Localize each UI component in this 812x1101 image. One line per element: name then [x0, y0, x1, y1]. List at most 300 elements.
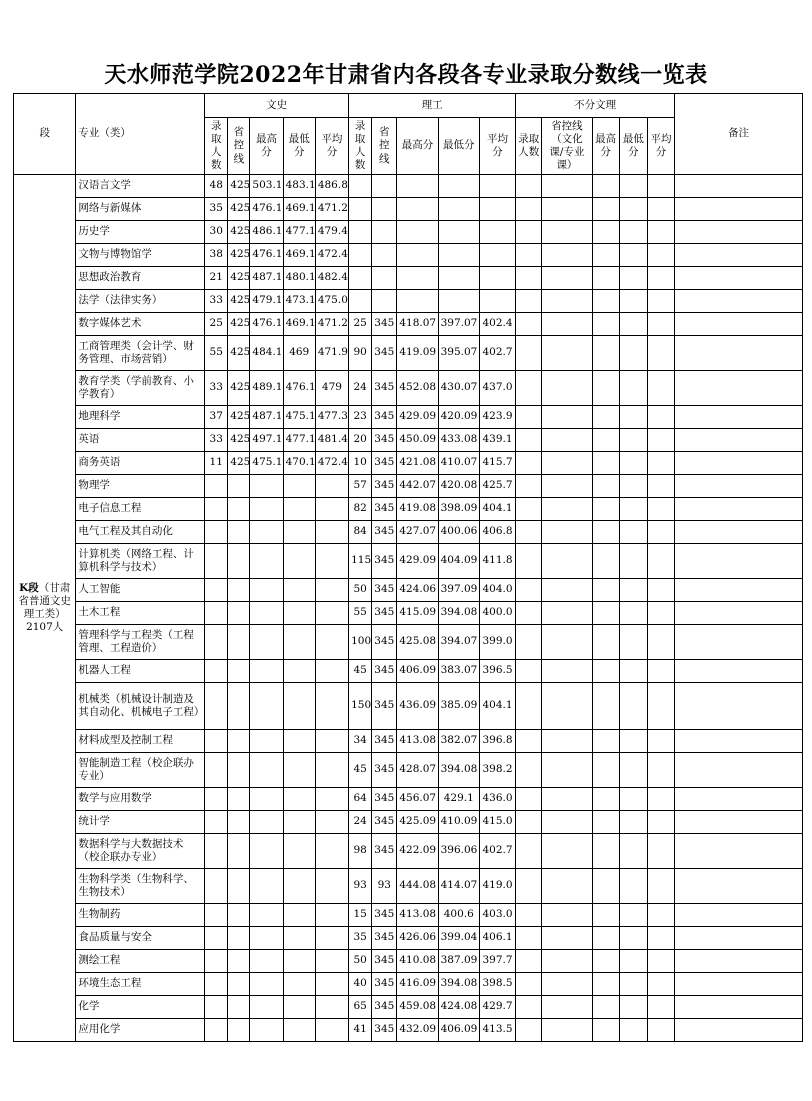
ligong-cell: 55	[349, 602, 372, 625]
ligong-cell: 41	[349, 1019, 372, 1042]
bufen-cell	[619, 175, 647, 198]
bufen-cell	[592, 660, 619, 683]
table-row	[14, 834, 803, 869]
bufen-cell	[647, 290, 674, 313]
col-header: 省控线	[372, 118, 397, 175]
ligong-cell: 345	[372, 544, 397, 579]
bufen-cell	[619, 544, 647, 579]
wenshi-cell	[228, 869, 250, 904]
ligong-cell: 20	[349, 429, 372, 452]
wenshi-cell	[228, 927, 250, 950]
bufen-cell	[542, 927, 592, 950]
bufen-cell	[592, 904, 619, 927]
major-cell: 汉语言文学	[76, 175, 205, 198]
wenshi-cell	[250, 660, 283, 683]
ligong-cell: 23	[349, 406, 372, 429]
wenshi-cell	[205, 869, 228, 904]
ligong-cell	[479, 198, 515, 221]
bufen-cell	[516, 313, 542, 336]
remarks-cell	[675, 429, 803, 452]
major-cell: 计算机类（网络工程、计算机科学与技术）	[76, 544, 205, 579]
wenshi-cell: 21	[205, 267, 228, 290]
bufen-cell	[647, 1019, 674, 1042]
ligong-cell: 436.09	[397, 683, 438, 730]
wenshi-cell	[250, 625, 283, 660]
major-cell: 材料成型及控制工程	[76, 730, 205, 753]
ligong-cell	[438, 221, 479, 244]
ligong-cell: 98	[349, 834, 372, 869]
ligong-cell: 387.09	[438, 950, 479, 973]
ligong-cell: 415.0	[479, 811, 515, 834]
wenshi-cell: 486.1	[250, 221, 283, 244]
bufen-cell	[542, 730, 592, 753]
bufen-cell	[592, 996, 619, 1019]
wenshi-cell: 469.1	[283, 313, 315, 336]
ligong-cell: 424.06	[397, 579, 438, 602]
table-row	[14, 429, 803, 452]
wenshi-cell: 475.0	[315, 290, 348, 313]
ligong-cell: 406.1	[479, 927, 515, 950]
major-cell: 化学	[76, 996, 205, 1019]
ligong-cell: 418.07	[397, 313, 438, 336]
wenshi-cell	[228, 753, 250, 788]
bufen-cell	[516, 834, 542, 869]
wenshi-cell	[205, 811, 228, 834]
bufen-cell	[647, 371, 674, 406]
ligong-cell: 345	[372, 683, 397, 730]
bufen-cell	[516, 244, 542, 267]
bufen-cell	[619, 475, 647, 498]
bufen-cell	[516, 730, 542, 753]
ligong-cell: 345	[372, 973, 397, 996]
bufen-cell	[542, 267, 592, 290]
bufen-cell	[592, 198, 619, 221]
col-header: 录取人数	[205, 118, 228, 175]
bufen-cell	[516, 544, 542, 579]
ligong-cell	[372, 290, 397, 313]
ligong-cell: 429.09	[397, 406, 438, 429]
wenshi-cell	[250, 475, 283, 498]
ligong-cell: 57	[349, 475, 372, 498]
bufen-cell	[516, 475, 542, 498]
wenshi-cell	[283, 1019, 315, 1042]
bufen-cell	[542, 973, 592, 996]
bufen-cell	[592, 625, 619, 660]
table-row	[14, 625, 803, 660]
ligong-cell: 345	[372, 834, 397, 869]
bufen-cell	[516, 973, 542, 996]
bufen-cell	[592, 753, 619, 788]
ligong-cell: 383.07	[438, 660, 479, 683]
ligong-cell: 403.0	[479, 904, 515, 927]
ligong-cell: 345	[372, 521, 397, 544]
bufen-cell	[592, 498, 619, 521]
ligong-cell: 420.09	[438, 406, 479, 429]
ligong-cell: 419.09	[397, 336, 438, 371]
ligong-cell: 345	[372, 904, 397, 927]
bufen-cell	[542, 683, 592, 730]
wenshi-cell	[205, 544, 228, 579]
ligong-cell: 25	[349, 313, 372, 336]
bufen-cell	[516, 602, 542, 625]
wenshi-cell	[250, 950, 283, 973]
bufen-cell	[542, 498, 592, 521]
group-header-ligong: 理工	[349, 94, 516, 118]
wenshi-cell	[283, 834, 315, 869]
major-cell: 电气工程及其自动化	[76, 521, 205, 544]
bufen-cell	[619, 221, 647, 244]
wenshi-cell	[283, 973, 315, 996]
major-header: 专业（类）	[76, 94, 205, 175]
ligong-cell: 90	[349, 336, 372, 371]
ligong-cell: 345	[372, 406, 397, 429]
ligong-cell: 394.08	[438, 753, 479, 788]
bufen-cell	[542, 371, 592, 406]
bufen-cell	[542, 950, 592, 973]
remarks-cell	[675, 973, 803, 996]
major-cell: 应用化学	[76, 1019, 205, 1042]
bufen-cell	[516, 406, 542, 429]
bufen-cell	[542, 244, 592, 267]
wenshi-cell	[315, 973, 348, 996]
table-row	[14, 660, 803, 683]
wenshi-cell	[205, 834, 228, 869]
wenshi-cell: 476.1	[250, 244, 283, 267]
wenshi-cell	[205, 950, 228, 973]
major-cell: 工商管理类（会计学、财务管理、市场营销）	[76, 336, 205, 371]
ligong-cell: 345	[372, 602, 397, 625]
bufen-cell	[619, 267, 647, 290]
wenshi-cell	[315, 927, 348, 950]
remarks-cell	[675, 313, 803, 336]
major-cell: 教育学类（学前教育、小学教育）	[76, 371, 205, 406]
bufen-cell	[542, 175, 592, 198]
remarks-cell	[675, 579, 803, 602]
ligong-cell: 396.5	[479, 660, 515, 683]
remarks-cell	[675, 869, 803, 904]
wenshi-cell: 487.1	[250, 406, 283, 429]
ligong-cell: 450.09	[397, 429, 438, 452]
major-cell: 智能制造工程（校企联办专业）	[76, 753, 205, 788]
table-row	[14, 753, 803, 788]
major-cell: 思想政治教育	[76, 267, 205, 290]
ligong-cell	[438, 267, 479, 290]
bufen-cell	[592, 1019, 619, 1042]
table-row	[14, 498, 803, 521]
bufen-cell	[647, 753, 674, 788]
bufen-cell	[542, 290, 592, 313]
ligong-cell: 394.08	[438, 973, 479, 996]
ligong-cell	[438, 175, 479, 198]
ligong-cell	[479, 244, 515, 267]
ligong-cell: 385.09	[438, 683, 479, 730]
wenshi-cell	[283, 683, 315, 730]
wenshi-cell	[283, 498, 315, 521]
wenshi-cell	[315, 498, 348, 521]
ligong-cell: 459.08	[397, 996, 438, 1019]
bufen-cell	[592, 371, 619, 406]
bufen-cell	[619, 660, 647, 683]
ligong-cell: 404.09	[438, 544, 479, 579]
col-header: 最高分	[592, 118, 619, 175]
wenshi-cell	[283, 869, 315, 904]
major-cell: 法学（法律实务）	[76, 290, 205, 313]
ligong-cell: 413.5	[479, 1019, 515, 1042]
wenshi-cell	[250, 904, 283, 927]
bufen-cell	[619, 927, 647, 950]
bufen-cell	[647, 267, 674, 290]
bufen-cell	[542, 313, 592, 336]
ligong-cell: 345	[372, 371, 397, 406]
bufen-cell	[592, 950, 619, 973]
bufen-cell	[592, 290, 619, 313]
bufen-cell	[516, 579, 542, 602]
ligong-cell: 150	[349, 683, 372, 730]
bufen-cell	[647, 660, 674, 683]
ligong-cell: 439.1	[479, 429, 515, 452]
segment-header: 段	[14, 94, 76, 175]
wenshi-cell	[205, 498, 228, 521]
table-row	[14, 406, 803, 429]
ligong-cell	[372, 198, 397, 221]
ligong-cell	[438, 290, 479, 313]
wenshi-cell: 425	[228, 175, 250, 198]
wenshi-cell	[283, 996, 315, 1019]
wenshi-cell	[228, 521, 250, 544]
col-header: 最低分	[619, 118, 647, 175]
wenshi-cell	[283, 927, 315, 950]
major-cell: 历史学	[76, 221, 205, 244]
table-row	[14, 602, 803, 625]
bufen-cell	[619, 579, 647, 602]
bufen-cell	[542, 221, 592, 244]
wenshi-cell	[228, 498, 250, 521]
wenshi-cell	[315, 730, 348, 753]
bufen-cell	[592, 683, 619, 730]
ligong-cell: 421.08	[397, 452, 438, 475]
ligong-cell: 406.8	[479, 521, 515, 544]
wenshi-cell: 470.1	[283, 452, 315, 475]
bufen-cell	[647, 429, 674, 452]
col-header: 平均分	[315, 118, 348, 175]
bufen-cell	[592, 788, 619, 811]
wenshi-cell	[228, 950, 250, 973]
ligong-cell: 400.0	[479, 602, 515, 625]
ligong-cell: 84	[349, 521, 372, 544]
wenshi-cell	[315, 811, 348, 834]
wenshi-cell	[228, 683, 250, 730]
bufen-cell	[619, 683, 647, 730]
ligong-cell	[372, 267, 397, 290]
wenshi-cell	[228, 730, 250, 753]
wenshi-cell: 35	[205, 198, 228, 221]
remarks-cell	[675, 834, 803, 869]
bufen-cell	[619, 336, 647, 371]
table-row	[14, 313, 803, 336]
ligong-cell: 345	[372, 811, 397, 834]
bufen-cell	[542, 834, 592, 869]
wenshi-cell: 425	[228, 429, 250, 452]
wenshi-cell	[250, 1019, 283, 1042]
remarks-cell	[675, 371, 803, 406]
wenshi-cell	[205, 788, 228, 811]
bufen-cell	[619, 313, 647, 336]
table-row	[14, 290, 803, 313]
wenshi-cell	[250, 602, 283, 625]
ligong-cell: 398.2	[479, 753, 515, 788]
wenshi-cell	[250, 834, 283, 869]
bufen-cell	[647, 904, 674, 927]
bufen-cell	[619, 996, 647, 1019]
bufen-cell	[647, 406, 674, 429]
bufen-cell	[619, 602, 647, 625]
bufen-cell	[516, 221, 542, 244]
ligong-cell: 415.7	[479, 452, 515, 475]
remarks-cell	[675, 683, 803, 730]
bufen-cell	[647, 521, 674, 544]
ligong-cell	[349, 198, 372, 221]
admission-score-table	[13, 93, 803, 1042]
bufen-cell	[516, 950, 542, 973]
bufen-cell	[592, 730, 619, 753]
wenshi-cell	[228, 904, 250, 927]
bufen-cell	[647, 950, 674, 973]
wenshi-cell	[315, 904, 348, 927]
ligong-cell: 415.09	[397, 602, 438, 625]
major-cell: 机械类（机械设计制造及其自动化、机械电子工程）	[76, 683, 205, 730]
ligong-cell: 410.07	[438, 452, 479, 475]
bufen-cell	[516, 660, 542, 683]
bufen-cell	[516, 336, 542, 371]
ligong-cell	[479, 175, 515, 198]
ligong-cell: 345	[372, 950, 397, 973]
remarks-cell	[675, 660, 803, 683]
wenshi-cell: 477.3	[315, 406, 348, 429]
wenshi-cell	[315, 683, 348, 730]
major-cell: 电子信息工程	[76, 498, 205, 521]
wenshi-cell: 497.1	[250, 429, 283, 452]
bufen-cell	[592, 927, 619, 950]
wenshi-cell: 37	[205, 406, 228, 429]
ligong-cell: 442.07	[397, 475, 438, 498]
table-row	[14, 198, 803, 221]
bufen-cell	[647, 221, 674, 244]
ligong-cell	[397, 267, 438, 290]
bufen-cell	[542, 869, 592, 904]
ligong-cell: 411.8	[479, 544, 515, 579]
ligong-cell: 414.07	[438, 869, 479, 904]
ligong-cell	[479, 221, 515, 244]
ligong-cell: 345	[372, 452, 397, 475]
wenshi-cell: 425	[228, 221, 250, 244]
wenshi-cell: 486.8	[315, 175, 348, 198]
bufen-cell	[516, 683, 542, 730]
wenshi-cell	[283, 950, 315, 973]
remarks-cell	[675, 406, 803, 429]
wenshi-cell: 484.1	[250, 336, 283, 371]
bufen-cell	[516, 625, 542, 660]
wenshi-cell: 480.1	[283, 267, 315, 290]
segment-description: （甘肃省普通文史理工类）2107人	[18, 581, 71, 634]
remarks-cell	[675, 175, 803, 198]
ligong-cell: 444.08	[397, 869, 438, 904]
bufen-cell	[542, 336, 592, 371]
ligong-cell: 345	[372, 429, 397, 452]
ligong-cell: 15	[349, 904, 372, 927]
ligong-cell	[397, 290, 438, 313]
wenshi-cell	[283, 579, 315, 602]
ligong-cell	[349, 290, 372, 313]
ligong-cell: 437.0	[479, 371, 515, 406]
wenshi-cell	[205, 1019, 228, 1042]
wenshi-cell	[205, 904, 228, 927]
wenshi-cell: 425	[228, 290, 250, 313]
ligong-cell: 345	[372, 927, 397, 950]
bufen-cell	[647, 683, 674, 730]
ligong-cell: 404.0	[479, 579, 515, 602]
bufen-cell	[619, 625, 647, 660]
wenshi-cell	[315, 753, 348, 788]
wenshi-cell: 425	[228, 406, 250, 429]
wenshi-cell	[228, 660, 250, 683]
bufen-cell	[619, 834, 647, 869]
bufen-cell	[592, 811, 619, 834]
bufen-cell	[592, 579, 619, 602]
bufen-cell	[516, 904, 542, 927]
bufen-cell	[647, 175, 674, 198]
ligong-cell: 400.6	[438, 904, 479, 927]
bufen-cell	[592, 834, 619, 869]
table-row	[14, 475, 803, 498]
table-row	[14, 904, 803, 927]
bufen-cell	[516, 521, 542, 544]
bufen-cell	[619, 244, 647, 267]
ligong-cell	[349, 244, 372, 267]
ligong-cell: 433.08	[438, 429, 479, 452]
ligong-cell: 345	[372, 498, 397, 521]
ligong-cell	[349, 175, 372, 198]
ligong-cell: 399.04	[438, 927, 479, 950]
table-row	[14, 579, 803, 602]
ligong-cell: 65	[349, 996, 372, 1019]
ligong-cell: 345	[372, 579, 397, 602]
ligong-cell: 345	[372, 730, 397, 753]
wenshi-cell	[228, 788, 250, 811]
wenshi-cell	[228, 579, 250, 602]
ligong-cell	[397, 221, 438, 244]
segment-cell	[14, 175, 76, 1042]
bufen-cell	[516, 267, 542, 290]
ligong-cell: 345	[372, 313, 397, 336]
bufen-cell	[619, 406, 647, 429]
wenshi-cell	[228, 811, 250, 834]
bufen-cell	[647, 498, 674, 521]
wenshi-cell: 33	[205, 371, 228, 406]
bufen-cell	[542, 788, 592, 811]
bufen-cell	[647, 544, 674, 579]
remarks-cell	[675, 290, 803, 313]
bufen-cell	[592, 973, 619, 996]
wenshi-cell	[283, 602, 315, 625]
wenshi-cell: 469	[283, 336, 315, 371]
ligong-cell: 93	[349, 869, 372, 904]
ligong-cell: 404.1	[479, 498, 515, 521]
ligong-cell: 394.08	[438, 602, 479, 625]
bufen-cell	[647, 834, 674, 869]
ligong-cell: 413.08	[397, 904, 438, 927]
col-header: 平均分	[479, 118, 515, 175]
ligong-cell: 404.1	[479, 683, 515, 730]
